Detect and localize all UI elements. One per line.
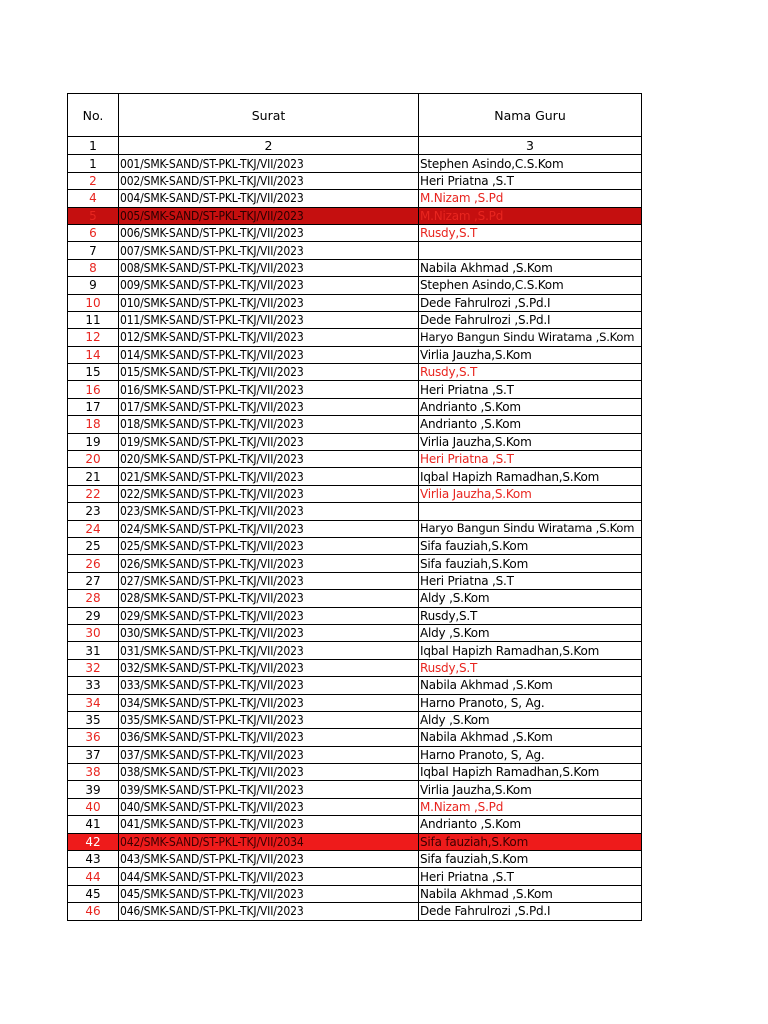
row-number-cell[interactable]: 27 (68, 572, 119, 589)
surat-cell[interactable]: 044/SMK-SAND/ST-PKL-TKJ/VII/2023 (119, 868, 419, 885)
guru-cell[interactable]: Iqbal Hapizh Ramadhan,S.Kom (419, 642, 642, 659)
surat-cell[interactable]: 028/SMK-SAND/ST-PKL-TKJ/VII/2023 (119, 590, 419, 607)
guru-cell[interactable]: Virlia Jauzha,S.Kom (419, 346, 642, 363)
surat-cell[interactable]: 005/SMK-SAND/ST-PKL-TKJ/VII/2023 (119, 207, 419, 224)
surat-cell[interactable]: 001/SMK-SAND/ST-PKL-TKJ/VII/2023 (119, 155, 419, 172)
surat-cell[interactable]: 026/SMK-SAND/ST-PKL-TKJ/VII/2023 (119, 555, 419, 572)
table-row (68, 294, 642, 311)
surat-cell[interactable]: 041/SMK-SAND/ST-PKL-TKJ/VII/2023 (119, 816, 419, 833)
table-row (68, 781, 642, 798)
row-number-cell[interactable]: 44 (68, 868, 119, 885)
surat-cell[interactable]: 036/SMK-SAND/ST-PKL-TKJ/VII/2023 (119, 729, 419, 746)
surat-cell[interactable]: 025/SMK-SAND/ST-PKL-TKJ/VII/2023 (119, 537, 419, 554)
table-row (68, 398, 642, 415)
row-number-cell[interactable]: 42 (68, 833, 119, 850)
surat-cell[interactable]: 043/SMK-SAND/ST-PKL-TKJ/VII/2023 (119, 851, 419, 868)
row-number-cell[interactable]: 38 (68, 764, 119, 781)
table-row (68, 729, 642, 746)
row-number-cell[interactable]: 9 (68, 277, 119, 294)
table-row (68, 503, 642, 520)
table-row (68, 346, 642, 363)
guru-cell[interactable]: Nabila Akhmad ,S.Kom (419, 729, 642, 746)
guru-cell[interactable]: Rusdy,S.T (419, 224, 642, 241)
row-number-cell[interactable]: 10 (68, 294, 119, 311)
table-row (68, 746, 642, 763)
guru-cell[interactable]: Virlia Jauzha,S.Kom (419, 433, 642, 450)
table-row (68, 537, 642, 554)
guru-cell[interactable]: Aldy ,S.Kom (419, 711, 642, 728)
guru-cell[interactable]: Iqbal Hapizh Ramadhan,S.Kom (419, 468, 642, 485)
table-row (68, 694, 642, 711)
guru-cell[interactable]: Sifa fauziah,S.Kom (419, 555, 642, 572)
table-row (68, 485, 642, 502)
table-row (68, 433, 642, 450)
table-row (68, 207, 642, 224)
surat-cell[interactable]: 034/SMK-SAND/ST-PKL-TKJ/VII/2023 (119, 694, 419, 711)
surat-cell[interactable]: 020/SMK-SAND/ST-PKL-TKJ/VII/2023 (119, 451, 419, 468)
surat-cell[interactable]: 014/SMK-SAND/ST-PKL-TKJ/VII/2023 (119, 346, 419, 363)
row-number-cell[interactable]: 37 (68, 746, 119, 763)
guru-cell[interactable]: Nabila Akhmad ,S.Kom (419, 259, 642, 276)
header-surat[interactable]: Surat (119, 94, 419, 137)
row-number-cell[interactable]: 41 (68, 816, 119, 833)
guru-cell[interactable]: Heri Priatna ,S.T (419, 381, 642, 398)
table-row (68, 190, 642, 207)
guru-cell[interactable]: Sifa fauziah,S.Kom (419, 851, 642, 868)
column-index-cell[interactable]: 1 (68, 137, 119, 155)
surat-cell[interactable]: 012/SMK-SAND/ST-PKL-TKJ/VII/2023 (119, 329, 419, 346)
surat-cell[interactable]: 006/SMK-SAND/ST-PKL-TKJ/VII/2023 (119, 224, 419, 241)
row-number-cell[interactable]: 29 (68, 607, 119, 624)
guru-cell[interactable]: Andrianto ,S.Kom (419, 416, 642, 433)
table-row (68, 711, 642, 728)
surat-cell[interactable]: 032/SMK-SAND/ST-PKL-TKJ/VII/2023 (119, 659, 419, 676)
row-number-cell[interactable]: 8 (68, 259, 119, 276)
table-row (68, 607, 642, 624)
surat-cell[interactable]: 021/SMK-SAND/ST-PKL-TKJ/VII/2023 (119, 468, 419, 485)
row-number-cell[interactable]: 5 (68, 207, 119, 224)
row-number-cell[interactable]: 43 (68, 851, 119, 868)
row-number-cell[interactable]: 16 (68, 381, 119, 398)
surat-cell[interactable]: 010/SMK-SAND/ST-PKL-TKJ/VII/2023 (119, 294, 419, 311)
table-row (68, 659, 642, 676)
row-number-cell[interactable]: 34 (68, 694, 119, 711)
table-row (68, 277, 642, 294)
row-number-cell[interactable]: 30 (68, 624, 119, 641)
row-number-cell[interactable]: 36 (68, 729, 119, 746)
guru-cell[interactable]: Aldy ,S.Kom (419, 624, 642, 641)
surat-cell[interactable]: 042/SMK-SAND/ST-PKL-TKJ/VII/2034 (119, 833, 419, 850)
table-row (68, 851, 642, 868)
guru-cell[interactable]: Sifa fauziah,S.Kom (419, 537, 642, 554)
table-row (68, 242, 642, 259)
table-row (68, 833, 642, 850)
row-number-cell[interactable]: 33 (68, 677, 119, 694)
guru-cell[interactable]: Haryo Bangun Sindu Wiratama ,S.Kom (419, 329, 642, 346)
row-number-cell[interactable]: 18 (68, 416, 119, 433)
table-row (68, 868, 642, 885)
surat-cell[interactable]: 009/SMK-SAND/ST-PKL-TKJ/VII/2023 (119, 277, 419, 294)
guru-cell[interactable]: Virlia Jauzha,S.Kom (419, 485, 642, 502)
spreadsheet (67, 93, 641, 921)
row-number-cell[interactable]: 46 (68, 903, 119, 920)
row-number-cell[interactable]: 22 (68, 485, 119, 502)
table-row (68, 329, 642, 346)
surat-cell[interactable]: 046/SMK-SAND/ST-PKL-TKJ/VII/2023 (119, 903, 419, 920)
surat-cell[interactable]: 011/SMK-SAND/ST-PKL-TKJ/VII/2023 (119, 311, 419, 328)
row-number-cell[interactable]: 45 (68, 885, 119, 902)
guru-cell[interactable]: Iqbal Hapizh Ramadhan,S.Kom (419, 764, 642, 781)
surat-cell[interactable]: 027/SMK-SAND/ST-PKL-TKJ/VII/2023 (119, 572, 419, 589)
table-row (68, 520, 642, 537)
surat-cell[interactable]: 023/SMK-SAND/ST-PKL-TKJ/VII/2023 (119, 503, 419, 520)
surat-cell[interactable]: 022/SMK-SAND/ST-PKL-TKJ/VII/2023 (119, 485, 419, 502)
table-row (68, 816, 642, 833)
row-number-cell[interactable]: 24 (68, 520, 119, 537)
guru-cell[interactable]: Stephen Asindo,C.S.Kom (419, 155, 642, 172)
surat-cell[interactable]: 030/SMK-SAND/ST-PKL-TKJ/VII/2023 (119, 624, 419, 641)
header-row (68, 94, 642, 137)
table-row (68, 172, 642, 189)
guru-cell[interactable]: Dede Fahrulrozi ,S.Pd.I (419, 903, 642, 920)
row-number-cell[interactable]: 4 (68, 190, 119, 207)
surat-cell[interactable]: 002/SMK-SAND/ST-PKL-TKJ/VII/2023 (119, 172, 419, 189)
guru-cell[interactable]: Heri Priatna ,S.T (419, 172, 642, 189)
row-number-cell[interactable]: 35 (68, 711, 119, 728)
row-number-cell[interactable]: 31 (68, 642, 119, 659)
guru-cell[interactable] (419, 503, 642, 520)
table-row (68, 903, 642, 920)
table-row (68, 468, 642, 485)
table-row (68, 224, 642, 241)
guru-cell[interactable]: Andrianto ,S.Kom (419, 816, 642, 833)
row-number-cell[interactable]: 17 (68, 398, 119, 415)
row-number-cell[interactable]: 40 (68, 798, 119, 815)
surat-cell[interactable]: 029/SMK-SAND/ST-PKL-TKJ/VII/2023 (119, 607, 419, 624)
table-row (68, 364, 642, 381)
row-number-cell[interactable]: 6 (68, 224, 119, 241)
surat-cell[interactable]: 045/SMK-SAND/ST-PKL-TKJ/VII/2023 (119, 885, 419, 902)
table-row (68, 624, 642, 641)
guru-cell[interactable]: Nabila Akhmad ,S.Kom (419, 677, 642, 694)
surat-cell[interactable]: 007/SMK-SAND/ST-PKL-TKJ/VII/2023 (119, 242, 419, 259)
row-number-cell[interactable]: 20 (68, 451, 119, 468)
surat-cell[interactable]: 024/SMK-SAND/ST-PKL-TKJ/VII/2023 (119, 520, 419, 537)
column-index-cell[interactable]: 2 (119, 137, 419, 155)
guru-cell[interactable]: Aldy ,S.Kom (419, 590, 642, 607)
guru-cell[interactable]: Sifa fauziah,S.Kom (419, 833, 642, 850)
row-number-cell[interactable]: 7 (68, 242, 119, 259)
guru-cell[interactable]: Heri Priatna ,S.T (419, 572, 642, 589)
guru-cell[interactable]: Rusdy,S.T (419, 364, 642, 381)
surat-cell[interactable]: 019/SMK-SAND/ST-PKL-TKJ/VII/2023 (119, 433, 419, 450)
row-number-cell[interactable]: 11 (68, 311, 119, 328)
surat-cell[interactable]: 018/SMK-SAND/ST-PKL-TKJ/VII/2023 (119, 416, 419, 433)
table-row (68, 311, 642, 328)
surat-cell[interactable]: 037/SMK-SAND/ST-PKL-TKJ/VII/2023 (119, 746, 419, 763)
row-number-cell[interactable]: 25 (68, 537, 119, 554)
guru-cell[interactable]: M.Nizam ,S.Pd (419, 190, 642, 207)
table-body (68, 155, 642, 920)
guru-cell[interactable]: Heri Priatna ,S.T (419, 868, 642, 885)
row-number-cell[interactable]: 19 (68, 433, 119, 450)
surat-cell[interactable]: 017/SMK-SAND/ST-PKL-TKJ/VII/2023 (119, 398, 419, 415)
guru-cell[interactable]: Rusdy,S.T (419, 659, 642, 676)
row-number-cell[interactable]: 2 (68, 172, 119, 189)
row-number-cell[interactable]: 21 (68, 468, 119, 485)
table-row (68, 764, 642, 781)
guru-cell[interactable]: M.Nizam ,S.Pd (419, 207, 642, 224)
guru-cell[interactable]: Dede Fahrulrozi ,S.Pd.I (419, 311, 642, 328)
guru-cell[interactable]: Nabila Akhmad ,S.Kom (419, 885, 642, 902)
table-row (68, 155, 642, 172)
row-number-cell[interactable]: 12 (68, 329, 119, 346)
surat-cell[interactable]: 008/SMK-SAND/ST-PKL-TKJ/VII/2023 (119, 259, 419, 276)
table-row (68, 590, 642, 607)
column-index-row (68, 137, 642, 155)
table-row (68, 642, 642, 659)
surat-cell[interactable]: 033/SMK-SAND/ST-PKL-TKJ/VII/2023 (119, 677, 419, 694)
table-row (68, 885, 642, 902)
row-number-cell[interactable]: 15 (68, 364, 119, 381)
row-number-cell[interactable]: 32 (68, 659, 119, 676)
header-no[interactable]: No. (68, 94, 119, 137)
table-row (68, 451, 642, 468)
guru-cell[interactable]: Heri Priatna ,S.T (419, 451, 642, 468)
guru-cell[interactable]: Rusdy,S.T (419, 607, 642, 624)
guru-cell[interactable]: Harno Pranoto, S, Ag. (419, 694, 642, 711)
surat-cell[interactable]: 035/SMK-SAND/ST-PKL-TKJ/VII/2023 (119, 711, 419, 728)
assignment-table (67, 93, 642, 921)
table-row (68, 572, 642, 589)
row-number-cell[interactable]: 26 (68, 555, 119, 572)
guru-cell[interactable]: Stephen Asindo,C.S.Kom (419, 277, 642, 294)
row-number-cell[interactable]: 28 (68, 590, 119, 607)
surat-cell[interactable]: 040/SMK-SAND/ST-PKL-TKJ/VII/2023 (119, 798, 419, 815)
surat-cell[interactable]: 031/SMK-SAND/ST-PKL-TKJ/VII/2023 (119, 642, 419, 659)
guru-cell[interactable]: Dede Fahrulrozi ,S.Pd.I (419, 294, 642, 311)
guru-cell[interactable]: M.Nizam ,S.Pd (419, 798, 642, 815)
surat-cell[interactable]: 015/SMK-SAND/ST-PKL-TKJ/VII/2023 (119, 364, 419, 381)
column-index-cell[interactable]: 3 (419, 137, 642, 155)
row-number-cell[interactable]: 23 (68, 503, 119, 520)
guru-cell[interactable]: Virlia Jauzha,S.Kom (419, 781, 642, 798)
surat-cell[interactable]: 016/SMK-SAND/ST-PKL-TKJ/VII/2023 (119, 381, 419, 398)
guru-cell[interactable] (419, 242, 642, 259)
table-row (68, 416, 642, 433)
row-number-cell[interactable]: 1 (68, 155, 119, 172)
row-number-cell[interactable]: 14 (68, 346, 119, 363)
table-row (68, 381, 642, 398)
guru-cell[interactable]: Harno Pranoto, S, Ag. (419, 746, 642, 763)
guru-cell[interactable]: Andrianto ,S.Kom (419, 398, 642, 415)
surat-cell[interactable]: 004/SMK-SAND/ST-PKL-TKJ/VII/2023 (119, 190, 419, 207)
row-number-cell[interactable]: 39 (68, 781, 119, 798)
table-row (68, 798, 642, 815)
guru-cell[interactable]: Haryo Bangun Sindu Wiratama ,S.Kom (419, 520, 642, 537)
table-row (68, 677, 642, 694)
table-row (68, 555, 642, 572)
surat-cell[interactable]: 039/SMK-SAND/ST-PKL-TKJ/VII/2023 (119, 781, 419, 798)
header-guru[interactable]: Nama Guru (419, 94, 642, 137)
surat-cell[interactable]: 038/SMK-SAND/ST-PKL-TKJ/VII/2023 (119, 764, 419, 781)
table-row (68, 259, 642, 276)
